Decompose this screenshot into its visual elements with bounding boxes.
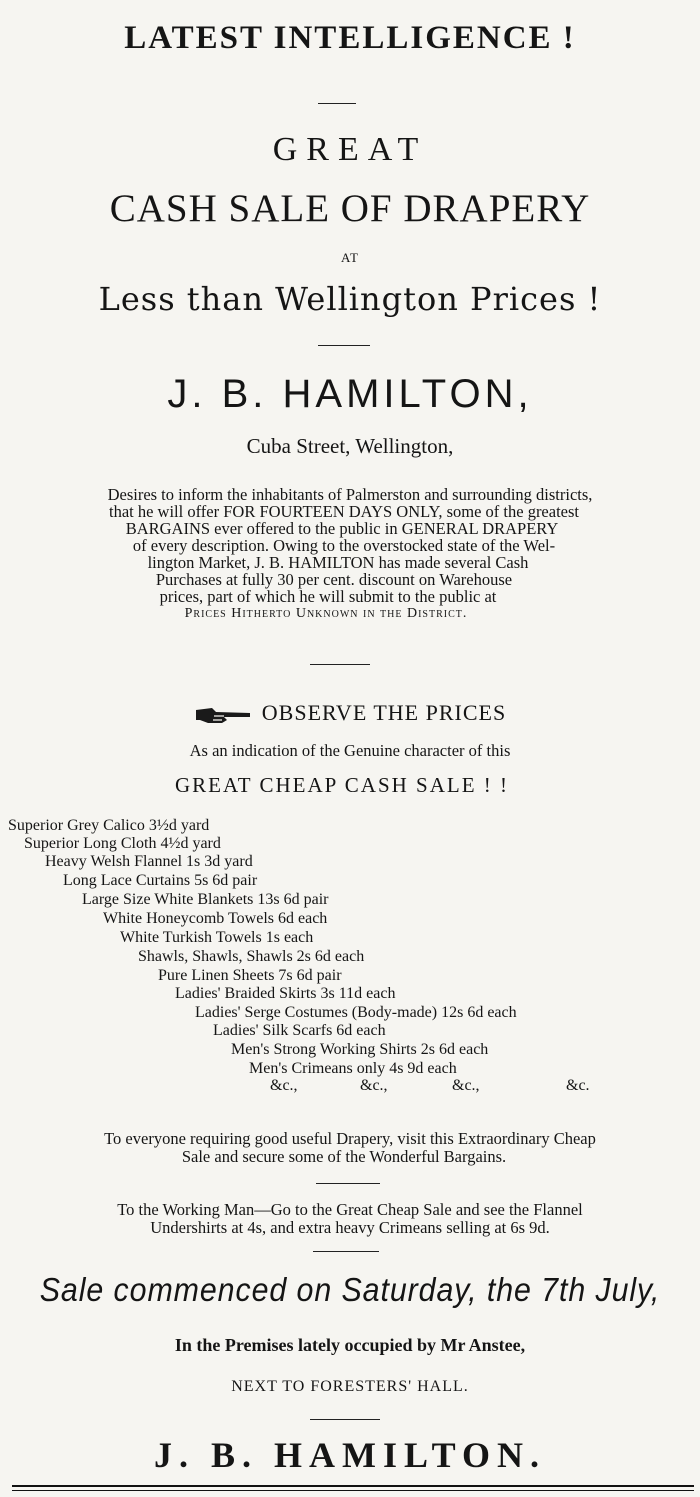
divider (310, 1419, 380, 1420)
sale-date: Sale commenced on Saturday, the 7th July, (39, 1271, 661, 1308)
sale-heading: GREAT CHEAP CASH SALE ! ! (174, 773, 510, 797)
headline: LATEST INTELLIGENCE ! (124, 20, 576, 56)
intro-line: prices, part of which he will submit to the public at (159, 587, 497, 606)
price-list-item: Pure Linen Sheets 7s 6d pair (158, 967, 342, 984)
price-list-item: White Honeycomb Towels 6d each (103, 910, 328, 927)
etc-mark: &c., (360, 1077, 388, 1094)
merchant-address: Cuba Street, Wellington, (246, 434, 454, 458)
etc-mark: &c. (566, 1077, 590, 1094)
bottom-rule (12, 1490, 694, 1491)
working-man-line: Undershirts at 4s, and extra heavy Crimeans selling at 6s 9d. (150, 1218, 550, 1237)
divider (316, 1183, 380, 1184)
price-list-item: Men's Strong Working Shirts 2s 6d each (231, 1041, 489, 1058)
price-list-item: Long Lace Curtains 5s 6d pair (63, 872, 258, 889)
price-list-item: Large Size White Blankets 13s 6d pair (82, 891, 329, 908)
intro-closing: Prices Hitherto Unknown in the District. (184, 606, 468, 621)
price-list-item: Superior Long Cloth 4½d yard (24, 835, 221, 852)
etc-mark: &c., (452, 1077, 480, 1094)
price-list-item: Shawls, Shawls, Shawls 2s 6d each (138, 948, 365, 965)
observe-heading: OBSERVE THE PRICES (261, 700, 507, 725)
etc-mark: &c., (270, 1077, 298, 1094)
price-list-item: Ladies' Silk Scarfs 6d each (213, 1022, 386, 1039)
price-list-item: Ladies' Braided Skirts 3s 11d each (175, 985, 396, 1002)
intro-line: Purchases at fully 30 per cent. discount on Warehouse (155, 570, 513, 589)
location-line: NEXT TO FORESTERS' HALL. (231, 1378, 469, 1395)
bottom-rule (12, 1485, 694, 1487)
price-list-item: Ladies' Serge Costumes (Body-made) 12s 6d each (195, 1004, 517, 1021)
merchant-name: J. B. HAMILTON, (167, 372, 533, 416)
title-less-than-wellington-prices: Less than Wellington Prices ! (98, 280, 602, 318)
price-list-item: Superior Grey Calico 3½d yard (8, 817, 210, 834)
working-man-line: To the Working Man—Go to the Great Cheap Sale and see the Flannel (117, 1200, 583, 1219)
intro-line: that he will offer FOR FOURTEEN DAYS ONLY, some of the greatest (108, 502, 579, 521)
divider (313, 1251, 379, 1252)
title-great: GREAT (272, 131, 428, 168)
intro-line: lington Market, J. B. HAMILTON has made several Cash (147, 553, 529, 572)
observe-heading-row (0, 700, 700, 726)
intro-line: Desires to inform the inhabitants of Palmerston and surrounding districts, (107, 485, 593, 504)
title-at: AT (341, 250, 359, 265)
price-list-item: Heavy Welsh Flannel 1s 3d yard (45, 853, 253, 870)
divider (310, 664, 370, 665)
pointing-hand-icon (194, 704, 252, 726)
intro-line: BARGAINS ever offered to the public in GENERAL DRAPERY (125, 519, 559, 538)
everyone-line: To everyone requiring good useful Drapery, visit this Extraordinary Cheap (104, 1129, 596, 1148)
price-list-item: Men's Crimeans only 4s 9d each (249, 1060, 457, 1077)
signature: J. B. HAMILTON. (153, 1435, 547, 1475)
indication-line: As an indication of the Genuine character of this (189, 741, 511, 760)
title-cash-sale: CASH SALE OF DRAPERY (109, 187, 591, 230)
intro-line: of every description. Owing to the overstocked state of the Wel- (132, 536, 556, 555)
price-list-item: White Turkish Towels 1s each (120, 929, 314, 946)
divider (318, 345, 370, 346)
premises-line: In the Premises lately occupied by Mr Anstee, (174, 1335, 526, 1355)
divider (318, 103, 356, 104)
everyone-line: Sale and secure some of the Wonderful Bargains. (181, 1147, 507, 1166)
